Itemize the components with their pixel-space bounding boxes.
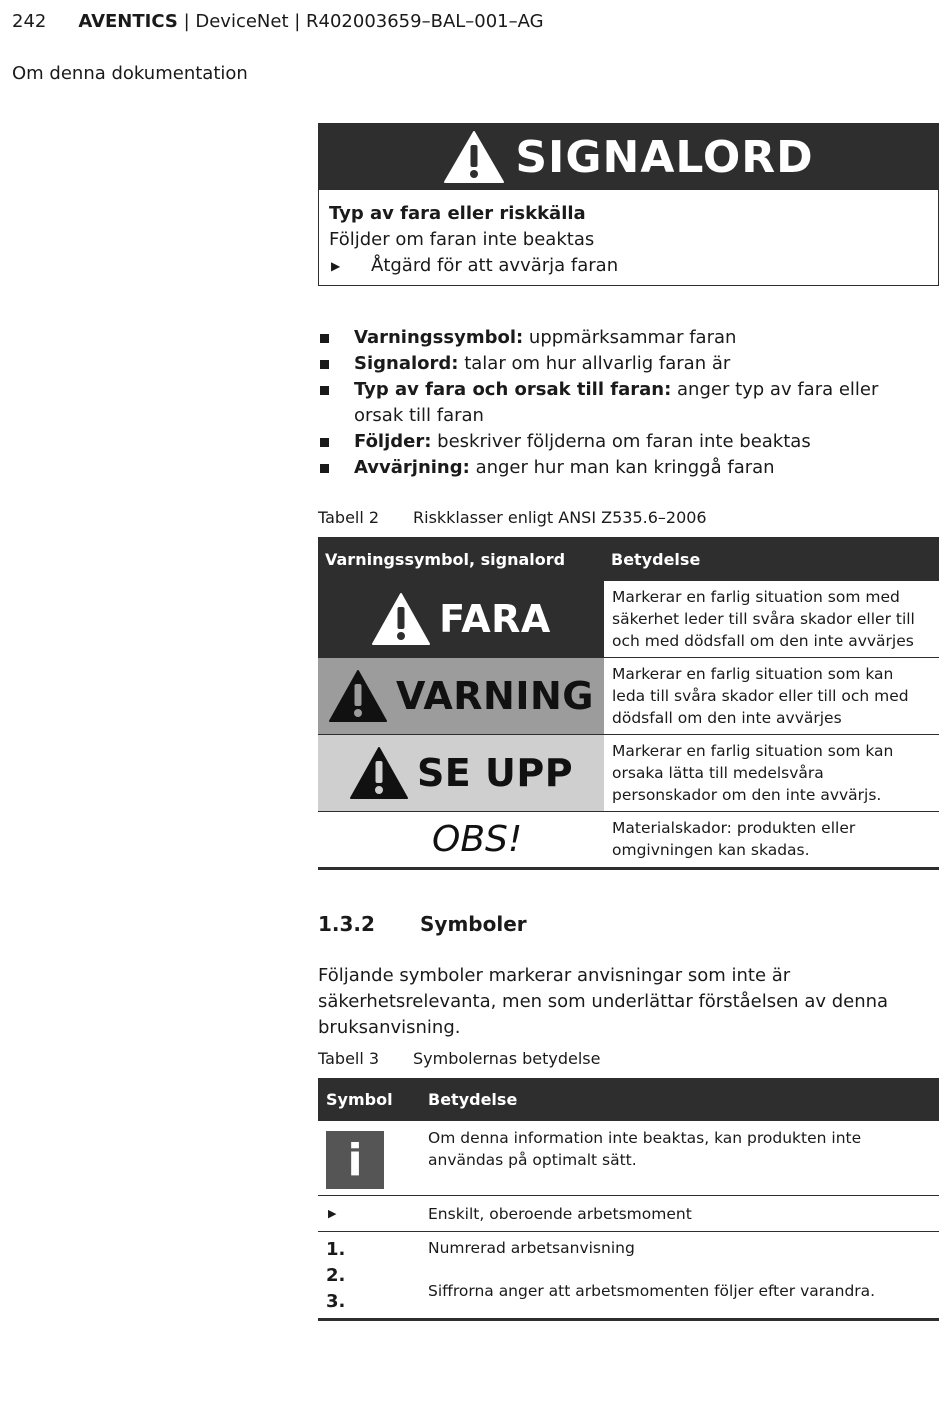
page-number: 242 bbox=[12, 11, 47, 32]
list-item: Varningssymbol: uppmärksammar faran bbox=[318, 325, 928, 351]
list-item: Följder: beskriver följderna om faran inte beaktas bbox=[318, 429, 928, 455]
column-header: Symbol bbox=[326, 1090, 393, 1109]
table-row bbox=[318, 1232, 939, 1321]
signal-word: VARNING bbox=[396, 674, 594, 718]
meaning-cell: Markerar en farlig situation som med säkerhet leder till svåra skador eller till och med dödsfall om den inte avvärjes bbox=[612, 588, 915, 650]
triangle-right-icon: ▶ bbox=[331, 259, 341, 273]
table-header bbox=[318, 1078, 939, 1121]
brand-name: AVENTICS bbox=[78, 11, 178, 32]
triangle-right-icon: ▶ bbox=[328, 1207, 337, 1220]
table-row bbox=[318, 1196, 939, 1232]
column-header: Betydelse bbox=[611, 549, 701, 569]
hazard-consequence: Följder om faran inte beaktas bbox=[329, 229, 595, 250]
document-info: | DeviceNet | R402003659–BAL–001–AG bbox=[177, 11, 544, 32]
square-bullet-icon bbox=[318, 429, 354, 455]
meaning-cell: Materialskador: produkten eller omgivningen kan skadas. bbox=[612, 819, 856, 859]
intro-paragraph: Följande symboler markerar anvisningar som inte är säkerhetsrelevanta, men som underlättar förståelsen av denna bruksanvisning. bbox=[318, 965, 889, 1038]
bullet-list bbox=[318, 325, 928, 481]
table-row bbox=[318, 1121, 939, 1196]
signal-symbol-se-upp bbox=[318, 735, 604, 811]
section-title: Om denna dokumentation bbox=[12, 63, 248, 84]
warning-triangle-icon bbox=[371, 592, 431, 646]
table-row bbox=[318, 735, 939, 812]
table3-caption bbox=[318, 1049, 600, 1068]
column-header: Varningssymbol, signalord bbox=[325, 549, 566, 569]
signal-word: SIGNALORD bbox=[515, 131, 814, 183]
page-header bbox=[12, 11, 544, 32]
table-row bbox=[318, 812, 939, 870]
numbered-steps bbox=[318, 1232, 421, 1318]
signal-word-obs: OBS! bbox=[432, 819, 523, 860]
square-bullet-icon bbox=[318, 351, 354, 377]
column-header: Betydelse bbox=[428, 1090, 518, 1109]
signal-word-bar bbox=[319, 124, 938, 190]
square-bullet-icon bbox=[318, 325, 354, 351]
step-number: 1. bbox=[326, 1239, 346, 1260]
signal-symbol-varning bbox=[318, 658, 604, 734]
table2-caption-title: Riskklasser enligt ANSI Z535.6–2006 bbox=[413, 508, 707, 527]
symbol-cell bbox=[318, 1121, 421, 1195]
subsection-number: 1.3.2 bbox=[318, 912, 375, 936]
warning-triangle-icon bbox=[443, 130, 505, 184]
hazard-type: Typ av fara eller riskkälla bbox=[329, 203, 586, 224]
numbered-instruction-text: Numrerad arbetsanvisning bbox=[428, 1239, 635, 1257]
table-header bbox=[318, 537, 939, 581]
meaning-cell: Markerar en farlig situation som kan leda till svåra skador eller till och med dödsfall om den inte avvärjes bbox=[612, 665, 909, 727]
signal-symbol-fara bbox=[318, 581, 604, 657]
signal-box-body bbox=[319, 190, 938, 279]
meaning-cell: Markerar en farlig situation som kan orsaka lätta till medelsvåra personskador om den inte avvärjs. bbox=[612, 742, 894, 804]
list-item: Signalord: talar om hur allvarlig faran är bbox=[318, 351, 928, 377]
sequence-explanation-text: Siffrorna anger att arbetsmomenten följer efter varandra. bbox=[428, 1282, 876, 1300]
step-number: 3. bbox=[326, 1291, 346, 1312]
meaning-cell: Om denna information inte beaktas, kan produkten inte användas på optimalt sätt. bbox=[428, 1129, 862, 1169]
hazard-action-row bbox=[329, 253, 928, 279]
table2-caption bbox=[318, 508, 707, 527]
list-item: Avvärjning: anger hur man kan kringgå faran bbox=[318, 455, 928, 481]
square-bullet-icon bbox=[318, 377, 354, 429]
subsection-heading bbox=[318, 912, 527, 936]
hazard-action: Åtgärd för att avvärja faran bbox=[371, 255, 619, 276]
table-row bbox=[318, 658, 939, 735]
table3-caption-number: Tabell 3 bbox=[318, 1049, 380, 1068]
step-number: 2. bbox=[326, 1265, 346, 1286]
square-bullet-icon bbox=[318, 455, 354, 481]
meaning-cell bbox=[421, 1232, 939, 1318]
warning-triangle-icon bbox=[349, 746, 409, 800]
symbol-table bbox=[318, 1078, 939, 1321]
meaning-cell: Enskilt, oberoende arbetsmoment bbox=[428, 1204, 692, 1223]
warning-triangle-icon bbox=[328, 669, 388, 723]
table-row bbox=[318, 581, 939, 658]
info-icon: i bbox=[326, 1131, 384, 1189]
signal-word: FARA bbox=[439, 597, 551, 641]
subsection-title: Symboler bbox=[420, 912, 527, 936]
signal-word-box bbox=[318, 123, 939, 286]
signal-word: SE UPP bbox=[416, 751, 574, 795]
list-item: Typ av fara och orsak till faran: anger typ av fara eller orsak till faran bbox=[318, 377, 928, 429]
risk-class-table bbox=[318, 537, 939, 870]
table2-caption-number: Tabell 2 bbox=[318, 508, 380, 527]
table3-caption-title: Symbolernas betydelse bbox=[413, 1049, 601, 1068]
